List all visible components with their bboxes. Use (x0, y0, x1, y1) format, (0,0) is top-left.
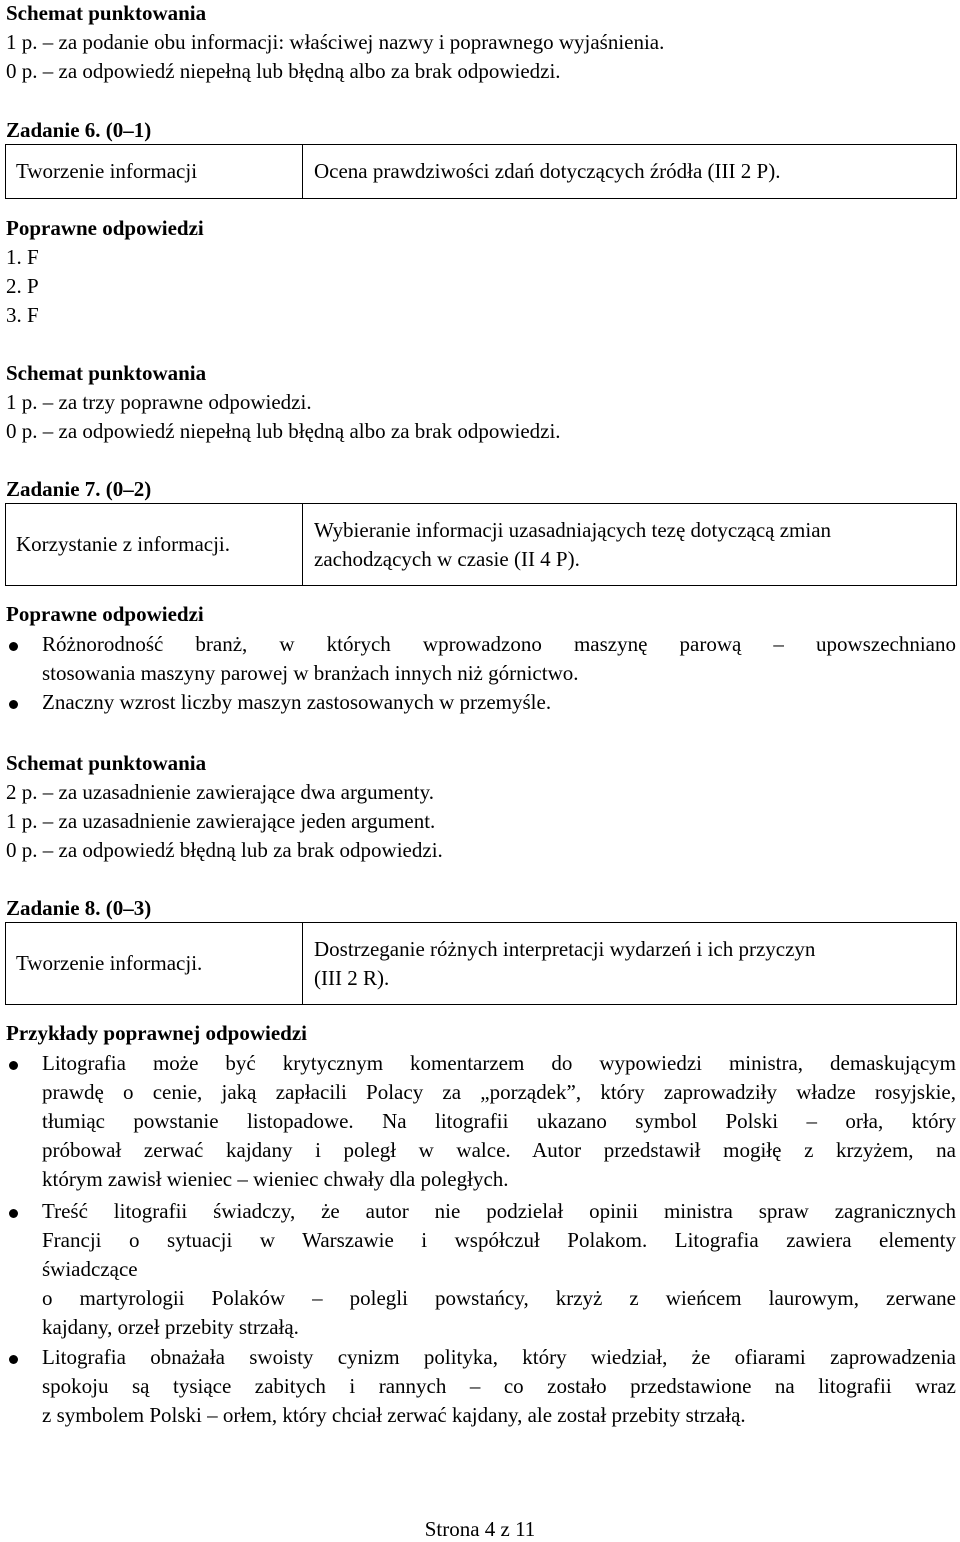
task-7-answers-heading: Poprawne odpowiedzi (6, 602, 204, 626)
bullet-dot (9, 1209, 18, 1218)
task-6-skill-cell (6, 145, 303, 198)
bullet-dot (9, 642, 18, 651)
task-7-skill: Korzystanie z informacji. (16, 532, 230, 556)
task-8-requirement-cell (303, 923, 956, 1004)
bullet-dot (9, 1061, 18, 1070)
task-7-title: Zadanie 7. (0–2) (6, 477, 152, 501)
task-7-skill-cell (6, 504, 303, 585)
task-6-requirements-table (5, 144, 957, 199)
task-6-answer: 2. P (6, 274, 39, 298)
page-number: Strona 4 z 11 (424, 1517, 536, 1541)
task-6-scoring-line: 1 p. – za trzy poprawne odpowiedzi. (6, 390, 312, 414)
task-7-requirement-cell (303, 504, 956, 585)
answer-line: Litografia może być krytycznym komentarzem do wypowiedzi ministra, demaskującym (42, 1051, 956, 1075)
scoring-line: 1 p. – za podanie obu informacji: właściwej nazwy i poprawnego wyjaśnienia. (6, 30, 665, 54)
task-7-scoring-line: 0 p. – za odpowiedź błędną lub za brak odpowiedzi. (6, 838, 443, 862)
task-8-answer-item (42, 1049, 956, 1194)
answer-line: stosowania maszyny parowej w branżach innych niż górnictwo. (42, 661, 579, 685)
task-7-scoring-heading: Schemat punktowania (6, 751, 207, 775)
task-6-requirement-cell (303, 145, 956, 198)
answer-line: Znaczny wzrost liczby maszyn zastosowanych w przemyśle. (42, 690, 552, 714)
answer-line: Francji o sytuacji w Warszawie i współczuł Polakom. Litografia zawiera elementy (42, 1228, 956, 1252)
task-7-scoring-line: 2 p. – za uzasadnienie zawierające dwa argumenty. (6, 780, 434, 804)
task-6-requirement: Ocena prawdziwości zdań dotyczących źródła (III 2 P). (314, 159, 781, 183)
task-7-requirement-line: zachodzących w czasie (II 4 P). (314, 546, 580, 571)
task-7-scoring-line: 1 p. – za uzasadnienie zawierające jeden argument. (6, 809, 436, 833)
task-6-answers-heading: Poprawne odpowiedzi (6, 216, 204, 240)
task-6-scoring-heading: Schemat punktowania (6, 361, 207, 385)
task-7-requirement-line: Wybieranie informacji uzasadniających tezę dotyczącą zmian (314, 517, 832, 542)
task-8-title: Zadanie 8. (0–3) (6, 896, 152, 920)
task-6-skill: Tworzenie informacji (16, 159, 198, 183)
task-6-answer: 3. F (6, 303, 39, 327)
answer-line: z symbolem Polski – orłem, który chciał zerwać kajdany, ale został przebity strzałą. (42, 1403, 746, 1427)
answer-line: prawdę o cenie, jaką zapłacili Polacy za „porządek”, który zaprowadziły władze rosyjskie, (42, 1080, 956, 1104)
answer-line: o martyrologii Polaków – polegli powstańcy, krzyż z wieńcem laurowym, zerwane (42, 1286, 956, 1310)
task-8-answer-item (42, 1343, 956, 1430)
answer-line: spokoju są tysiące zabitych i rannych – co zostało przedstawione na litografii wraz (42, 1374, 956, 1398)
task-8-skill: Tworzenie informacji. (16, 951, 203, 975)
answer-line: próbował zerwać kajdany i poległ w walce. Autor przedstawił mogiłę z krzyżem, na (42, 1138, 956, 1162)
task-8-requirement-line: Dostrzeganie różnych interpretacji wydarzeń i ich przyczyn (314, 936, 816, 961)
bullet-dot (9, 1355, 18, 1364)
scoring-heading: Schemat punktowania (6, 1, 207, 25)
answer-line: kajdany, orzeł przebity strzałą. (42, 1315, 299, 1339)
task-8-requirement-line: (III 2 R). (314, 965, 390, 990)
task-6-answer: 1. F (6, 245, 39, 269)
task-7-answer-item (42, 688, 956, 717)
answer-line: tłumiąc powstanie listopadowe. Na litografii ukazano symbol Polski – orła, który (42, 1109, 956, 1133)
task-8-answers-heading: Przykłady poprawnej odpowiedzi (6, 1021, 308, 1045)
task-6-scoring-line: 0 p. – za odpowiedź niepełną lub błędną albo za brak odpowiedzi. (6, 419, 561, 443)
answer-line: Różnorodność branż, w których wprowadzono maszynę parową – upowszechniano (42, 632, 956, 656)
task-7-requirements-table (5, 503, 957, 586)
scoring-line: 0 p. – za odpowiedź niepełną lub błędną albo za brak odpowiedzi. (6, 59, 561, 83)
task-6-title: Zadanie 6. (0–1) (6, 118, 152, 142)
answer-line: którym zawisł wieniec – wieniec chwały dla poległych. (42, 1167, 509, 1191)
task-7-answer-item (42, 630, 956, 688)
answer-line: Litografia obnażała swoisty cynizm polityka, który wiedział, że ofiarami zapro​wadzenia (42, 1345, 956, 1369)
task-8-answer-item (42, 1197, 956, 1342)
answer-line: świadczące (42, 1257, 138, 1281)
answer-line: Treść litografii świadczy, że autor nie podzielał opinii ministra spraw zagranicznych (42, 1199, 956, 1223)
bullet-dot (9, 700, 18, 709)
task-8-requirements-table (5, 922, 957, 1005)
task-8-skill-cell (6, 923, 303, 1004)
